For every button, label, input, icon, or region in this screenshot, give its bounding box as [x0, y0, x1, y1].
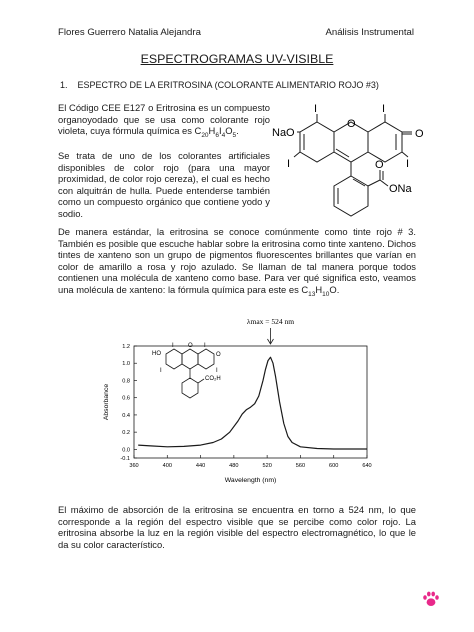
y-tick-label: 0.6 — [122, 395, 130, 402]
x-tick-label: 560 — [295, 463, 306, 469]
spectrum-line — [138, 357, 367, 449]
y-tick-label: 0.8 — [122, 378, 130, 385]
svg-text:NaO: NaO — [272, 127, 295, 139]
svg-text:O: O — [375, 159, 384, 171]
x-tick-label: 640 — [362, 463, 372, 469]
x-tick-label: 400 — [162, 463, 172, 469]
section-title: ESPECTRO DE LA ERITROSINA (COLORANTE ALIMENTARIO ROJO #3) — [77, 80, 379, 90]
plot-frame — [134, 346, 367, 458]
erythrosine-structure — [270, 100, 440, 218]
svg-text:ONa: ONa — [389, 183, 412, 195]
paragraph-3: De manera estándar, la eritrosina se conoce comúnmente como tinte rojo # 3. También es posible que escuche hablar sobre la eritrosina como tinte xanteno. Dichos tintes de xanteno son un grupo de pigmentos fluorescentes brillantes que varían en color de amarillo a rosa y rojo azulado. Se llaman de tal manera porque todos contienen una molécula de xanteno como base. Para ver qué significa esto, veamos una molécula de xanteno: la fórmula química para este es $C_{13}H_{10}O$. — [58, 226, 416, 298]
svg-text:I: I — [216, 368, 218, 374]
svg-text:I: I — [382, 103, 386, 115]
header-course: Análisis Instrumental — [325, 27, 414, 38]
x-tick-label: 440 — [195, 463, 206, 469]
y-tick-label: 0.0 — [122, 447, 130, 454]
section-number: 1. — [60, 80, 68, 90]
absorbance-spectrum-chart — [82, 308, 392, 496]
y-tick-label: 1.0 — [122, 361, 130, 368]
svg-text:CO₂H: CO₂H — [205, 376, 221, 382]
y-tick-label: 1.2 — [122, 344, 130, 350]
svg-text:I: I — [172, 343, 174, 349]
svg-text:O: O — [415, 128, 424, 140]
svg-text:O: O — [347, 118, 356, 130]
y-tick-label: 0.4 — [122, 412, 130, 419]
svg-text:I: I — [314, 103, 318, 115]
y-tick-label: 0.2 — [122, 430, 130, 437]
svg-text:I: I — [287, 158, 291, 170]
svg-text:O: O — [188, 343, 193, 349]
formula-xanthene: $C_{13}H_{10}O$ — [301, 283, 337, 298]
formula-erythrosine: $C_{20}H_6I_4O_5$ — [194, 125, 237, 140]
svg-text:O: O — [216, 352, 221, 358]
x-tick-label: 480 — [229, 463, 239, 469]
lambda-max-annotation: λmax = 524 nm — [246, 317, 295, 326]
erythrosine-small-structure — [152, 343, 221, 398]
svg-text:I: I — [160, 368, 162, 374]
svg-text:I: I — [406, 158, 410, 170]
x-axis-label: Wavelength (nm) — [224, 477, 277, 484]
paragraph-4: El máximo de absorción de la eritrosina se encuentra en torno a 524 nm, lo que corresponde a la región del espectro visible que se percibe como color rojo. La eritrosina absorbe la luz en la región visible del espectro electromagnético, lo que le da su color característico. — [58, 504, 416, 550]
y-axis-label: Absorbance — [103, 383, 110, 421]
y-tick-label: -0.1 — [120, 456, 130, 462]
paragraph-2: Se trata de uno de los colorantes artificiales disponibles de color rojo (para una mayor proximidad, de color rojo cereza), el cual es hecho con alquitrán de hulla. Puede entenderse también como un compuesto orgánico que contiene yodo y sodio. — [58, 150, 270, 219]
x-tick-label: 600 — [329, 463, 339, 469]
paragraph-1: El Código CEE E127 o Eritrosina es un compuesto organoyodado que se usa como colorante rojo violeta, cuya fórmula química es $C_{20}H_6I_4O_5$. — [58, 102, 270, 140]
section-heading — [60, 80, 379, 90]
x-tick-label: 360 — [129, 463, 139, 469]
svg-text:HO: HO — [152, 351, 161, 357]
x-tick-label: 520 — [262, 463, 272, 469]
page-title: ESPECTROGRAMAS UV-VISIBLE — [140, 52, 334, 66]
svg-text:I: I — [204, 343, 206, 349]
paw-icon — [422, 590, 440, 608]
header-author: Flores Guerrero Natalia Alejandra — [58, 27, 201, 38]
